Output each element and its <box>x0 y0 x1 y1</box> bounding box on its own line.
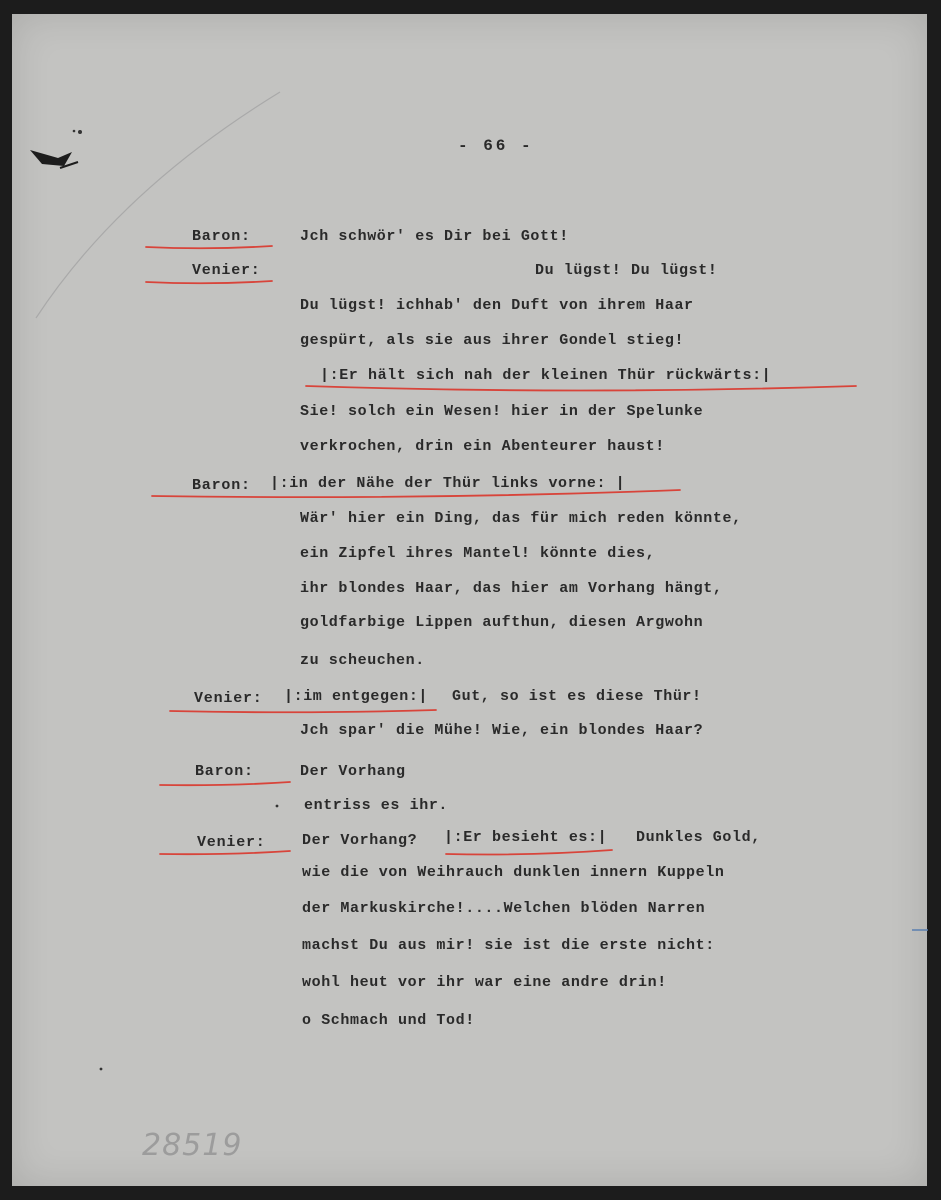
speaker-venier: Venier: <box>194 690 263 707</box>
dialogue-line: ein Zipfel ihres Mantel! könnte dies, <box>300 545 656 562</box>
dialogue-line: ihr blondes Haar, das hier am Vorhang hängt, <box>300 580 723 597</box>
dialogue-line: Gut, so ist es diese Thür! <box>452 688 702 705</box>
dialogue-line: Jch spar' die Mühe! Wie, ein blondes Haar? <box>300 722 704 739</box>
dialogue-line: Sie! solch ein Wesen! hier in der Spelunke <box>300 403 704 420</box>
stage-direction: |:in der Nähe der Thür links vorne: | <box>270 475 626 492</box>
dialogue-line: Wär' hier ein Ding, das für mich reden könnte, <box>300 510 742 527</box>
dialogue-line: o Schmach und Tod! <box>302 1012 475 1029</box>
stage-direction: |:im entgegen:| <box>284 688 429 705</box>
dialogue-line: goldfarbige Lippen aufthun, diesen Argwohn <box>300 614 704 631</box>
speaker-venier: Venier: <box>197 834 266 851</box>
page-number: - 66 - <box>458 137 534 155</box>
dialogue-line: Dunkles Gold, <box>636 829 761 846</box>
dialogue-line: Der Vorhang? <box>302 832 418 849</box>
speaker-baron: Baron: <box>195 763 254 780</box>
dialogue-line: entriss es ihr. <box>304 797 449 814</box>
archive-number: 28519 <box>142 1128 243 1163</box>
dialogue-line: zu scheuchen. <box>300 652 425 669</box>
document-page <box>12 14 927 1186</box>
dialogue-line: Der Vorhang <box>300 763 406 780</box>
stage-direction: |:Er besieht es:| <box>444 829 608 846</box>
dialogue-line: wohl heut vor ihr war eine andre drin! <box>302 974 667 991</box>
dialogue-line: wie die von Weihrauch dunklen innern Kuppeln <box>302 864 725 881</box>
dialogue-line: machst Du aus mir! sie ist die erste nicht: <box>302 937 715 954</box>
speaker-baron: Baron: <box>192 477 251 494</box>
speaker-baron: Baron: <box>192 228 251 245</box>
dialogue-line: Du lügst! Du lügst! <box>535 262 718 279</box>
dialogue-line: gespürt, als sie aus ihrer Gondel stieg! <box>300 332 685 349</box>
dialogue-line: der Markuskirche!....Welchen blöden Narren <box>302 900 706 917</box>
dialogue-line: Du lügst! ichhab' den Duft von ihrem Haar <box>300 297 694 314</box>
dialogue-line: verkrochen, drin ein Abenteurer haust! <box>300 438 665 455</box>
stage-direction: |:Er hält sich nah der kleinen Thür rückwärts:| <box>320 367 772 384</box>
speaker-venier: Venier: <box>192 262 261 279</box>
dialogue-line: Jch schwör' es Dir bei Gott! <box>300 228 569 245</box>
